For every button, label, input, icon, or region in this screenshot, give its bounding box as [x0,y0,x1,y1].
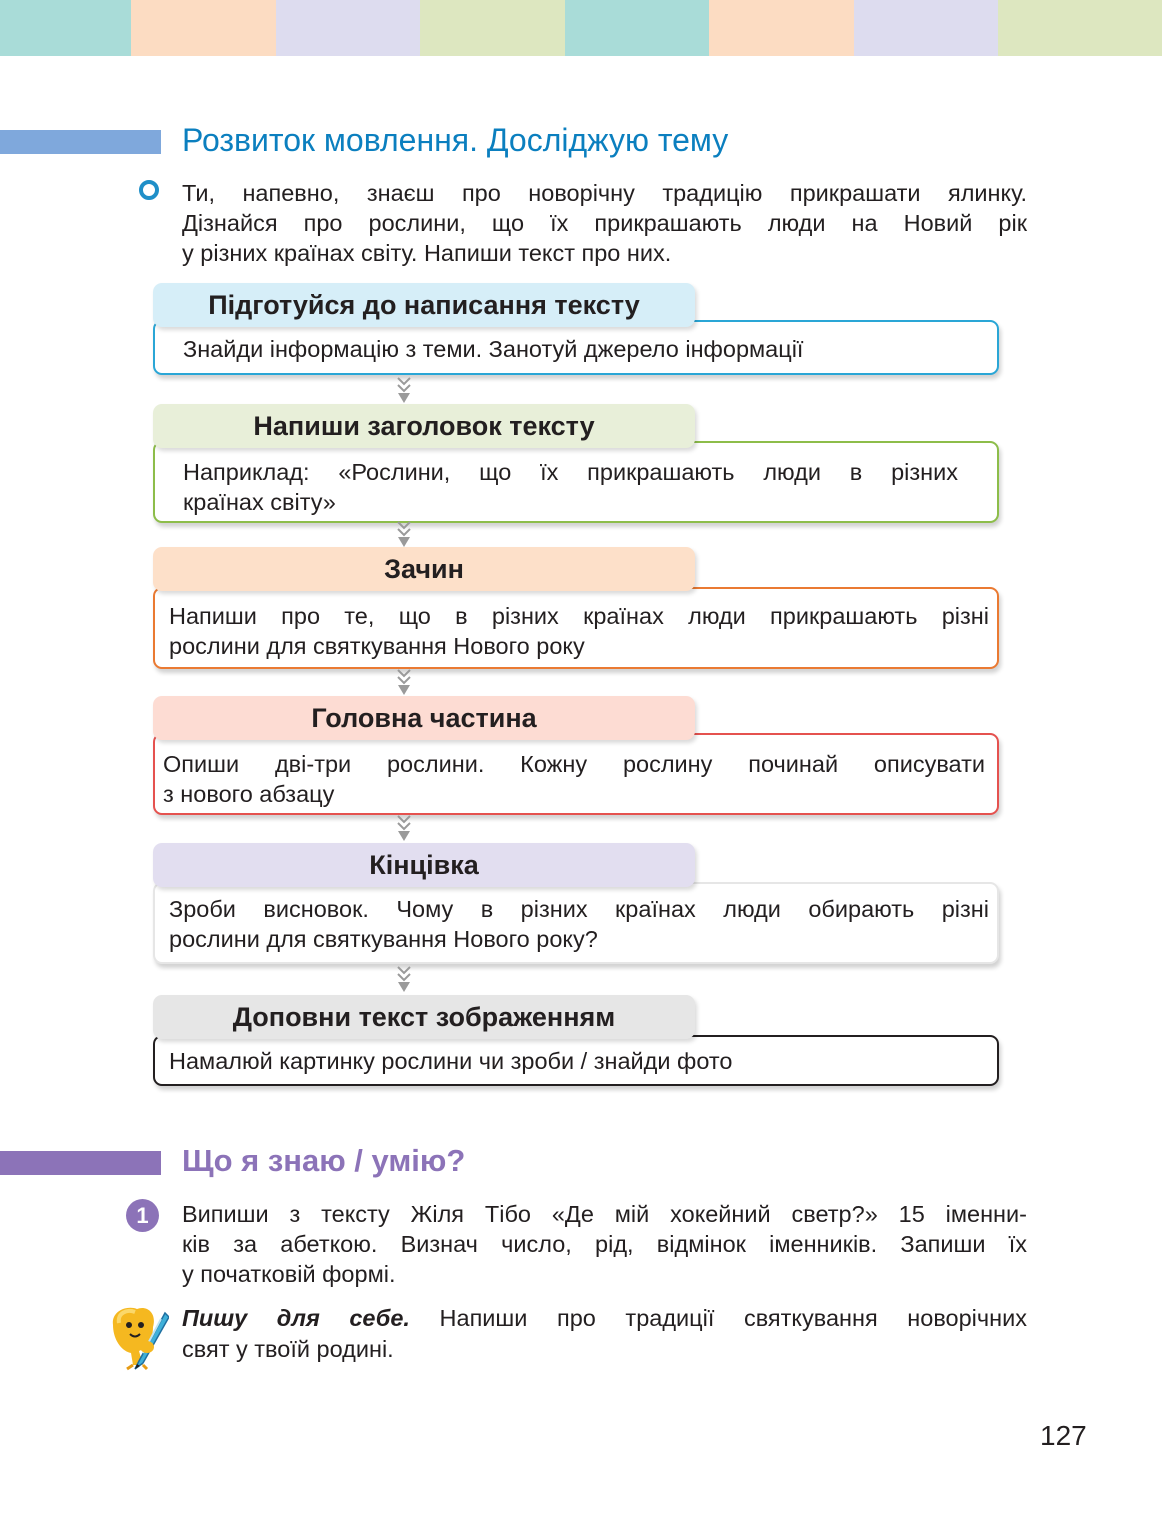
self-writing-paragraph [182,1303,1027,1365]
step-line: Намалюй картинку рослини чи зроби / знайди фото [169,1048,733,1074]
task-paragraph [182,1199,1027,1289]
step-box [153,441,999,523]
strip-segment [420,0,565,56]
intro-line: Ти, напевно, знаєш про новорічну традицію прикрашати ялинку. [182,180,1027,206]
step-box [153,882,999,964]
step-line: рослини для святкування Нового року? [169,926,598,952]
strip-segment [998,0,1162,56]
down-arrow-icon [395,519,413,549]
step-text [169,894,989,954]
step-label: Доповни текст зображенням [153,995,695,1039]
step-line: з нового абзацу [163,781,335,807]
page-number: 127 [1040,1420,1087,1451]
down-arrow-icon [395,813,413,843]
strip-segment [565,0,709,56]
strip-segment [854,0,998,56]
self-writing-text: Напиши про традиції святкування новорічних [409,1305,1027,1331]
step-line: Опиши дві-три рослини. Кожну рослину починай описувати [163,751,985,777]
self-writing-label: Пишу для себе. [182,1305,410,1331]
section-title: Що я знаю / умію? [182,1143,466,1178]
section-bar [0,1151,161,1175]
self-writing-line: свят у твоїй родині. [182,1336,394,1362]
down-arrow-icon [395,964,413,994]
step-box [153,587,999,669]
step-box [153,320,999,375]
step-label: Підготуйся до написання тексту [153,283,695,327]
step-label: Головна частина [153,696,695,740]
step-text [169,1046,989,1076]
intro-line: Дізнайся про рослини, що їх прикрашають люди на Новий рік [182,210,1027,236]
step-label: Кінцівка [153,843,695,887]
down-arrow-icon [395,667,413,697]
task-number-badge: 1 [126,1199,159,1232]
task-line: у початковій формі. [182,1261,396,1287]
step-line: країнах світу» [183,489,336,515]
step-box [153,733,999,815]
writing-mascot-icon [103,1303,169,1371]
step-text [183,457,958,517]
step-line: Зроби висновок. Чому в різних країнах люди обирають різні [169,896,989,922]
step-line: рослини для святкування Нового року [169,633,585,659]
step-text [163,749,985,809]
step-label: Напиши заголовок тексту [153,404,695,448]
step-line: Знайди інформацію з теми. Занотуй джерело інформації [183,336,804,362]
step-text [169,601,989,661]
intro-paragraph [182,178,1027,268]
intro-line: у різних країнах світу. Напиши текст про них. [182,240,672,266]
self-writing-line [182,1303,1027,1334]
strip-segment [131,0,276,56]
down-arrow-icon [395,375,413,405]
step-label: Зачин [153,547,695,591]
step-box [153,1035,999,1086]
top-color-strip [0,0,1162,56]
strip-segment [709,0,854,56]
task-line: ків за абеткою. Визнач число, рід, відмінок іменників. Запиши їх [182,1231,1027,1257]
task-line: Випиши з тексту Жіля Тібо «Де мій хокейний светр?» 15 іменни- [182,1201,1027,1227]
step-line: Наприклад: «Рослини, що їх прикрашають люди в різних [183,459,958,485]
strip-segment [0,0,131,56]
step-line: Напиши про те, що в різних країнах люди прикрашають різні [169,603,989,629]
task-ring-icon [139,180,159,200]
section-bar [0,130,161,154]
step-text [183,334,973,364]
strip-segment [276,0,420,56]
section-title: Розвиток мовлення. Досліджую тему [182,122,729,158]
